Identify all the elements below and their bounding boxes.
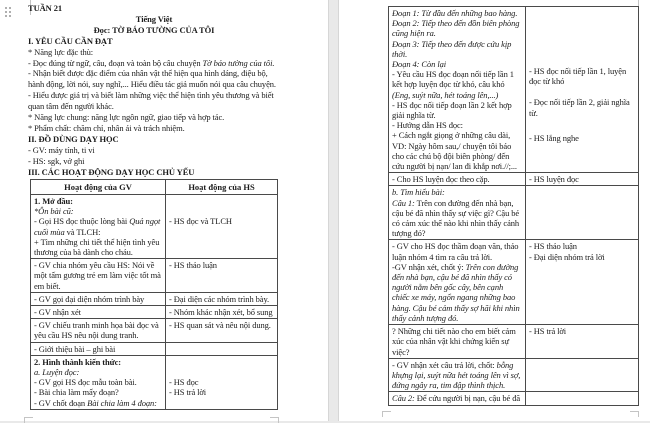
paragraph: - Cho HS luyện đọc theo cặp. (392, 174, 490, 185)
paragraph: - HS đọc (169, 376, 199, 387)
subject-title: Tiếng Việt (135, 13, 173, 24)
paragraph (34, 398, 162, 408)
paragraph: - Hiểu được giá trị và biết làm những việc thể hiện tình yêu thương và biết quan tâm đến người khác. (28, 90, 274, 112)
text-segment: - GV chốt đoạn (34, 397, 88, 408)
gv-cell (31, 355, 166, 409)
gv-cell (389, 173, 526, 186)
paragraph: - HS lắng nghe (529, 132, 579, 143)
paragraph: - HS đọc nối tiếp đoạn lần 2 kết hợp giải nghĩa từ. (392, 99, 512, 121)
paragraph: - HS trả lời (169, 386, 207, 397)
paragraph: Đoạn 3: Tiếp theo đến được cứu kịp thời. (392, 38, 512, 59)
hs-cell (526, 7, 639, 173)
paragraph: - GV cho HS đọc thầm đoạn văn, thảo luận nhóm 4 tìm ra câu trả lời. (392, 241, 519, 262)
hs-cell (526, 392, 639, 405)
text-segment: và TLCH: (64, 226, 101, 237)
paragraph (392, 69, 522, 100)
hs-cell (166, 305, 278, 318)
gv-cell (389, 358, 526, 392)
paragraph: - HS đọc và TLCH (169, 215, 232, 226)
paragraph: Đoạn 2: Tiếp theo đến đồn biên phòng cũng hiện ra. (392, 18, 520, 39)
week-label: TUẦN 21 (28, 3, 63, 13)
activities-table-left (30, 179, 278, 410)
crop-mark-icon (24, 417, 33, 423)
hs-cell (166, 194, 278, 258)
hs-cell (526, 240, 639, 325)
italic-segment: Tờ báo tường của tôi. (202, 57, 275, 68)
gv-cell (31, 342, 166, 355)
italic-segment: Câu 2: (392, 393, 415, 404)
gv-cell (31, 259, 166, 293)
left-page-content (0, 0, 280, 410)
paragraph: + Cách ngắt giọng ở những câu dài, VD: Ngày hôm sau,/ chuyện tôi báo cho các chú bộ đội biên phòng/ đến cứu người bị nạn/ lan đi khắp nơi.//;... (392, 130, 517, 172)
table-row (389, 7, 639, 173)
paragraph: - Đại diện các nhóm trình bày. (169, 293, 270, 304)
col-header-gv: Hoạt động của GV (31, 179, 166, 194)
table-row (389, 173, 639, 186)
table-row (389, 358, 639, 392)
right-page-content (339, 0, 638, 406)
paragraph: - Đại diện nhóm trả lời (529, 251, 605, 262)
paragraph: - HS trả lời (529, 326, 567, 337)
gv-cell (389, 186, 526, 240)
paragraph: *Ôn bài cũ: (34, 206, 74, 217)
hs-cell (526, 173, 639, 186)
text-segment: Để cứu người bị nạn, cậu bé đã (414, 393, 521, 404)
table-row (31, 259, 278, 293)
hs-cell (166, 342, 278, 355)
table-row (31, 292, 278, 305)
activities-table-right (388, 6, 639, 406)
paragraph (28, 58, 280, 69)
paragraph: - HS thảo luận (529, 241, 577, 252)
paragraph: * Phẩm chất: chăm chỉ, nhân ái và trách nhiệm. (28, 122, 185, 133)
table-row (389, 240, 639, 325)
text-segment: - Gọi HS đọc thuộc lòng bài (34, 216, 130, 227)
gv-cell (389, 240, 526, 325)
crop-mark-icon (630, 411, 639, 417)
gv-cell (31, 305, 166, 318)
paragraph (392, 360, 522, 391)
gv-cell (31, 292, 166, 305)
paragraph (392, 393, 522, 403)
hs-cell (166, 319, 278, 342)
paragraph: Đoạn 1: Từ đầu đến những bao hàng. (392, 8, 518, 18)
paragraph: Đoạn 4: Còn lại (392, 59, 446, 70)
paragraph: - Bài chia làm mấy đoạn? (34, 387, 119, 398)
table-row (31, 355, 278, 409)
paragraph: - HS luyện đọc (529, 174, 579, 185)
gv-cell (389, 325, 526, 359)
paragraph: - HS thảo luận (169, 260, 217, 271)
paragraph: a. Luyện đọc: (34, 366, 80, 377)
paragraph: - Giới thiệu bài – ghi bài (34, 343, 116, 354)
gv-cell (31, 319, 166, 342)
paragraph: - GV gọi đại diện nhóm trình bày (34, 293, 145, 304)
text-segment: - Yêu cầu HS đọc đoạn nối tiếp lần 1 kết hợp luyện đọc từ khó, câu khó (392, 69, 514, 90)
section-heading-1: I. YÊU CẦU CẦN ĐẠT (28, 35, 113, 46)
paragraph: 2. Hình thành kiến thức: (34, 356, 122, 367)
gv-cell (389, 7, 526, 173)
italic-segment: Trên con đường đến nhà bạn, cậu bé đã nhìn thấy có người nằm bên gốc cây, bên cạnh chiếc xe máy, ngổn ngang những bao hàng. Cậu bé cảm thấy sợ hãi khi nhìn thấy cảnh tượng đó. (392, 261, 520, 323)
table-row (31, 319, 278, 342)
italic-segment: Quả ngọt cuối mùa (34, 216, 161, 237)
hs-cell (166, 355, 278, 409)
page-right (338, 0, 650, 421)
paragraph (392, 198, 522, 239)
crop-mark-icon (270, 417, 279, 423)
paragraph: - HS quan sát và nêu nội dung. (169, 320, 271, 331)
hs-cell (526, 325, 639, 359)
paragraph: * Năng lực đặc thù: (28, 46, 94, 57)
paragraph: - GV chia nhóm yêu cầu HS: Nói về một tấm gương trẻ em làm việc tốt mà em biết. (34, 260, 161, 291)
table-row (31, 305, 278, 318)
table-row (389, 325, 639, 359)
text-segment: - Đọc đúng từ ngữ, câu, đoạn và toàn bộ câu chuyện (28, 57, 203, 68)
paragraph: - Nhóm khác nhận xét, bổ sung (169, 306, 273, 317)
paragraph: - Nhận biết được đặc điểm của nhân vật thể hiện qua hình dáng, điệu bộ, hành động, lời nói, suy nghĩ,... Hiểu điều tác giả muốn nói qua câu chuyện. (28, 68, 276, 90)
italic-segment: (Eng, suýt nữa, hét toáng lên,...) (392, 89, 499, 100)
text-segment: - GV nhận xét câu trả lời, chốt: (392, 359, 497, 370)
italic-segment: bỗng khựng lại, suýt nữa hét toáng lên vì sợ, đứng ngây ra, tim đập thình thịch. (392, 359, 521, 391)
paragraph: ? Những chi tiết nào cho em biết cảm xúc của nhân vật khi chứng kiến sự việc? (392, 326, 516, 357)
paragraph: 1. Mở đầu: (34, 195, 73, 206)
gv-cell (389, 392, 526, 405)
paragraph (392, 262, 522, 323)
hs-cell (166, 292, 278, 305)
section-heading-3: III. CÁC HOẠT ĐỘNG DẠY HỌC CHỦ YẾU (28, 166, 195, 177)
paragraph: - GV gọi HS đọc mẫu toàn bài. (34, 377, 137, 388)
paragraph: - GV: máy tính, ti vi (28, 144, 95, 155)
italic-segment: Bài chia làm 4 đoạn: (87, 397, 157, 408)
table-row (389, 186, 639, 240)
paragraph: + Tìm những chi tiết thể hiện tình yêu thương của bà dành cho cháu. (34, 236, 160, 257)
table-row (31, 342, 278, 355)
lesson-title: Đọc: TỜ BÁO TƯỜNG CỦA TÔI (93, 24, 215, 35)
hs-cell (526, 358, 639, 392)
paragraph: - GV nhận xét (34, 306, 81, 317)
paragraph: - GV chiếu tranh minh họa bài đọc và yêu cầu HS nêu nội dung tranh. (34, 320, 159, 341)
paragraph: * Năng lực chung: năng lực ngôn ngữ, giao tiếp và hợp tác. (28, 112, 225, 123)
italic-segment: Câu 1: (392, 197, 415, 208)
text-segment: -GV nhận xét, chốt ý: (392, 261, 466, 272)
crop-mark-icon (382, 411, 391, 417)
hs-cell (166, 259, 278, 293)
section-heading-2: II. ĐỒ DÙNG DẠY HỌC (28, 133, 119, 144)
paragraph: - Hướng dẫn HS đọc: (392, 120, 463, 131)
paragraph: - HS đọc nối tiếp lần 1, luyện đọc từ khó (529, 66, 627, 87)
paragraph (34, 216, 162, 236)
text-segment: Trên con đường đến nhà bạn, cậu bé đã nhìn thấy sự việc gì? Cậu bé có cảm xúc thế nào khi nhìn thấy cảnh tượng đó? (392, 197, 520, 239)
col-header-hs: Hoạt động của HS (166, 179, 278, 194)
paragraph: - HS: sgk, vở ghi (28, 155, 85, 166)
paragraph: - Đọc nối tiếp lần 2, giải nghĩa từ. (529, 97, 630, 118)
table-row (389, 392, 639, 405)
table-row (31, 194, 278, 258)
hs-cell (526, 186, 639, 240)
paragraph: b. Tìm hiểu bài: (392, 187, 445, 198)
gv-cell (31, 194, 166, 258)
table-header-row (31, 179, 278, 194)
